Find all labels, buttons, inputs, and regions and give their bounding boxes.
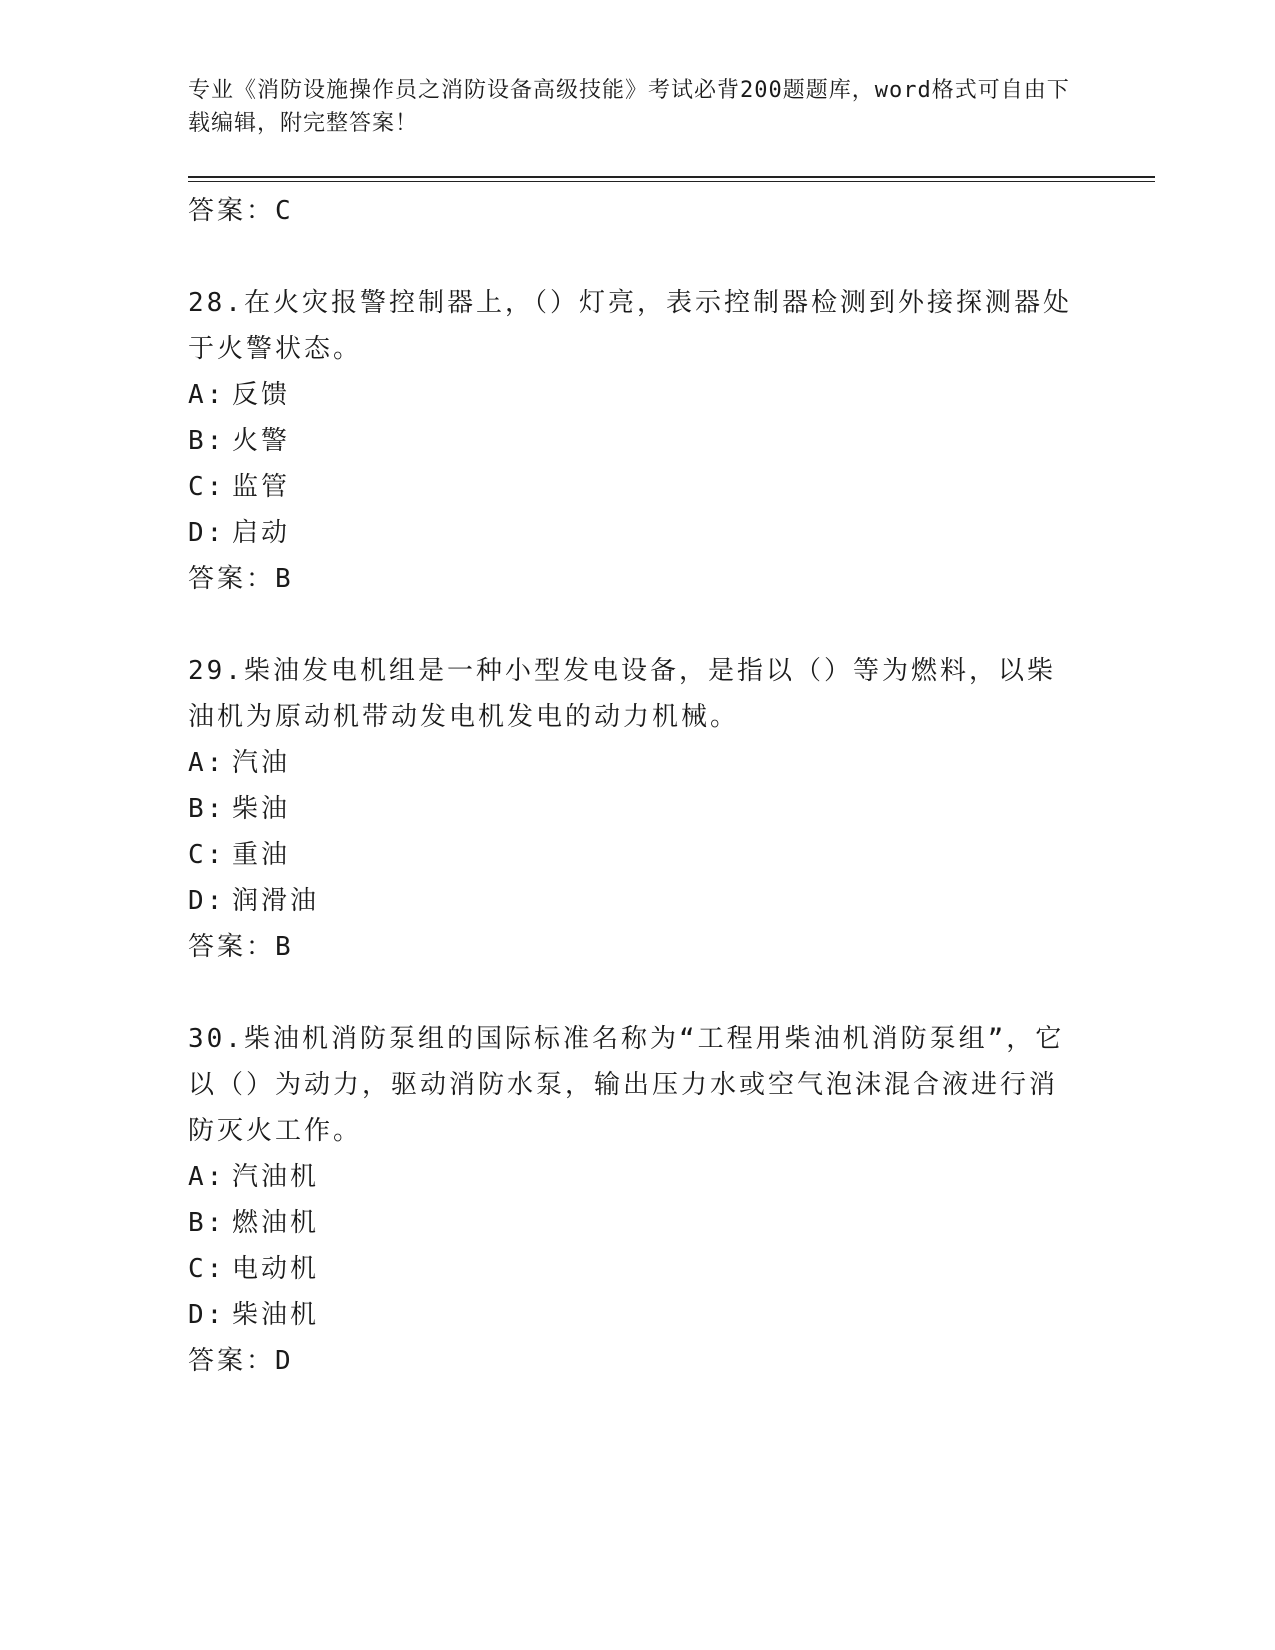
option-letter: B: — [188, 426, 226, 456]
option-letter: A: — [188, 748, 226, 778]
header-rule-thin — [188, 181, 1155, 182]
option-text: 汽油机 — [232, 1162, 320, 1192]
answer: 答案：D — [188, 1346, 294, 1376]
option-d — [188, 878, 1088, 924]
answer: 答案：B — [188, 932, 294, 962]
option-letter: C: — [188, 472, 226, 502]
question-28 — [188, 280, 1088, 602]
header-rule-thick — [188, 176, 1155, 178]
option-text: 监管 — [232, 472, 291, 502]
option-text: 重油 — [232, 840, 291, 870]
option-a — [188, 372, 1088, 418]
option-d — [188, 510, 1088, 556]
document-header: 专业《消防设施操作员之消防设备高级技能》考试必背200题题库，word格式可自由下载编辑，附完整答案！ — [188, 78, 1070, 136]
option-letter: C: — [188, 1254, 226, 1284]
option-c — [188, 1246, 1088, 1292]
option-c — [188, 832, 1088, 878]
option-letter: D: — [188, 1300, 226, 1330]
option-text: 润滑油 — [232, 886, 320, 916]
question-30 — [188, 1016, 1088, 1384]
option-letter: A: — [188, 1162, 226, 1192]
question-stem: 28.在火灾报警控制器上，（）灯亮，表示控制器检测到外接探测器处于火警状态。 — [188, 288, 1072, 364]
option-text: 启动 — [232, 518, 291, 548]
option-text: 电动机 — [232, 1254, 320, 1284]
option-text: 燃油机 — [232, 1208, 320, 1238]
question-stem: 30.柴油机消防泵组的国际标准名称为“工程用柴油机消防泵组”，它以（）为动力，驱动消防水泵，输出压力水或空气泡沫混合液进行消防灭火工作。 — [188, 1024, 1065, 1146]
option-letter: D: — [188, 518, 226, 548]
question-29 — [188, 648, 1088, 970]
option-a — [188, 740, 1088, 786]
option-letter: A: — [188, 380, 226, 410]
option-letter: B: — [188, 1208, 226, 1238]
option-a — [188, 1154, 1088, 1200]
option-d — [188, 1292, 1088, 1338]
option-text: 柴油 — [232, 794, 291, 824]
option-letter: B: — [188, 794, 226, 824]
answer: 答案：B — [188, 564, 294, 594]
option-letter: D: — [188, 886, 226, 916]
option-text: 反馈 — [232, 380, 291, 410]
question-list — [188, 188, 1088, 1384]
option-b — [188, 1200, 1088, 1246]
previous-answer: 答案：C — [188, 196, 294, 226]
option-text: 火警 — [232, 426, 291, 456]
option-text: 汽油 — [232, 748, 291, 778]
option-letter: C: — [188, 840, 226, 870]
question-stem: 29.柴油发电机组是一种小型发电设备，是指以（）等为燃料，以柴油机为原动机带动发电机发电的动力机械。 — [188, 656, 1056, 732]
option-text: 柴油机 — [232, 1300, 320, 1330]
option-b — [188, 786, 1088, 832]
option-b — [188, 418, 1088, 464]
option-c — [188, 464, 1088, 510]
